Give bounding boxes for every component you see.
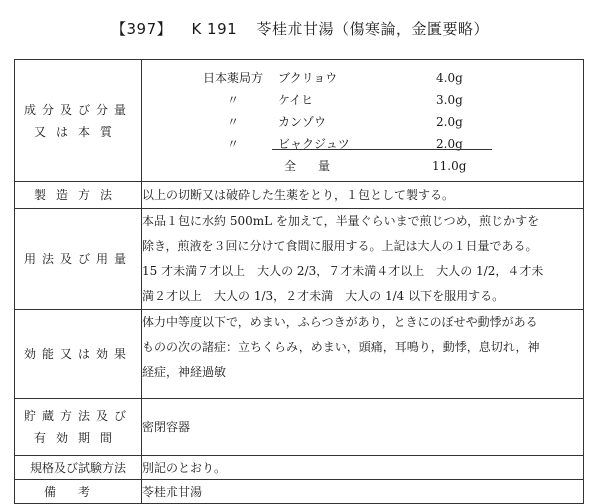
ingredient-row: [142, 90, 583, 110]
ingredient-amount: 4.0g: [436, 70, 463, 85]
efficacy-line: ものの次の諸症：立ちくらみ，めまい，頭痛，耳鳴り，動悸，息切れ，神: [142, 340, 540, 354]
ingredient-amount: 3.0g: [436, 92, 463, 107]
formula-name: 苓桂朮甘湯（傷寒論，金匱要略）: [256, 20, 489, 38]
composition-label-line2: 又は本質: [33, 124, 122, 139]
storage-label-line2: 有効期間: [33, 431, 122, 445]
dosage-line: 除き，煎液を３回に分けて食間に服用する。上記は大人の１日量である。: [142, 239, 538, 253]
specification-text: 別記のとおり。: [142, 456, 584, 480]
ingredient-source: 〃: [226, 136, 239, 151]
dosage-line: 15 才未満７才以上 大人の 2/3，７才未満４才以上 大人の 1/2，４才未: [142, 264, 544, 278]
specification-label-text: 規格及び試験方法: [29, 460, 126, 475]
storage-row: [15, 399, 584, 456]
storage-label: [15, 399, 142, 456]
dosage-row: [15, 209, 584, 310]
manufacturing-label: [15, 182, 142, 209]
specification-row: [15, 456, 584, 480]
efficacy-label: [15, 310, 142, 399]
efficacy-label-text: 効能又は効果: [23, 347, 132, 361]
ingredient-source: 〃: [226, 114, 239, 129]
ingredient-row: [142, 68, 583, 88]
composition-list: [142, 62, 583, 180]
remarks-text: 苓桂朮甘湯: [142, 480, 584, 504]
ingredient-name: ケイヒ: [278, 92, 314, 107]
formula-number: 【397】: [111, 20, 173, 38]
ingredient-source: 日本薬局方: [202, 70, 263, 85]
manufacturing-row: [15, 182, 584, 209]
dosage-line: 満２才以上 大人の 1/3，２才未満 大人の 1/4 以下を服用する。: [142, 289, 505, 303]
efficacy-line: 経症，神経過敏: [142, 365, 227, 379]
manufacturing-text: 以上の切断又は破砕した生薬をとり，１包として製する。: [142, 182, 584, 209]
remarks-label-text: 備考: [43, 484, 112, 499]
efficacy-cell: [142, 310, 584, 399]
dosage-label-text: 用法及び用量: [23, 252, 132, 266]
composition-label: [15, 60, 142, 182]
dosage-cell: [142, 209, 584, 310]
total-label: 全量: [284, 158, 353, 173]
ingredient-amount: 2.0g: [436, 136, 463, 151]
total-divider: [272, 149, 492, 150]
ingredient-name: ブクリョウ: [278, 70, 338, 85]
efficacy-line: 体力中等度以下で，めまい，ふらつきがあり，ときにのぼせや動悸がある: [142, 315, 538, 329]
specification-label: [15, 456, 142, 480]
storage-text: 密閉容器: [142, 399, 584, 456]
dosage-line: 本品１包に水約 500mL を加えて，半量ぐらいまで煎じつめ，煎じかすを: [142, 214, 540, 228]
storage-label-line1: 貯蔵方法及び: [23, 409, 132, 423]
total-row: [142, 156, 583, 176]
document-title: [0, 18, 600, 39]
composition-cell: [142, 60, 584, 182]
ingredient-row: [142, 112, 583, 132]
ingredient-name: ビャクジュツ: [278, 136, 350, 151]
specification-table: [14, 59, 584, 504]
composition-label-line1: 成分及び分量: [23, 102, 132, 117]
total-amount: 11.0g: [432, 158, 467, 173]
formula-code: K 191: [191, 20, 238, 38]
manufacturing-label-text: 製造方法: [33, 188, 122, 202]
ingredient-name: カンゾウ: [278, 114, 327, 129]
efficacy-row: [15, 310, 584, 399]
ingredient-amount: 2.0g: [436, 114, 463, 129]
ingredient-source: 〃: [226, 92, 239, 107]
dosage-label: [15, 209, 142, 310]
ingredient-row: [142, 134, 583, 154]
composition-row: [15, 60, 584, 182]
